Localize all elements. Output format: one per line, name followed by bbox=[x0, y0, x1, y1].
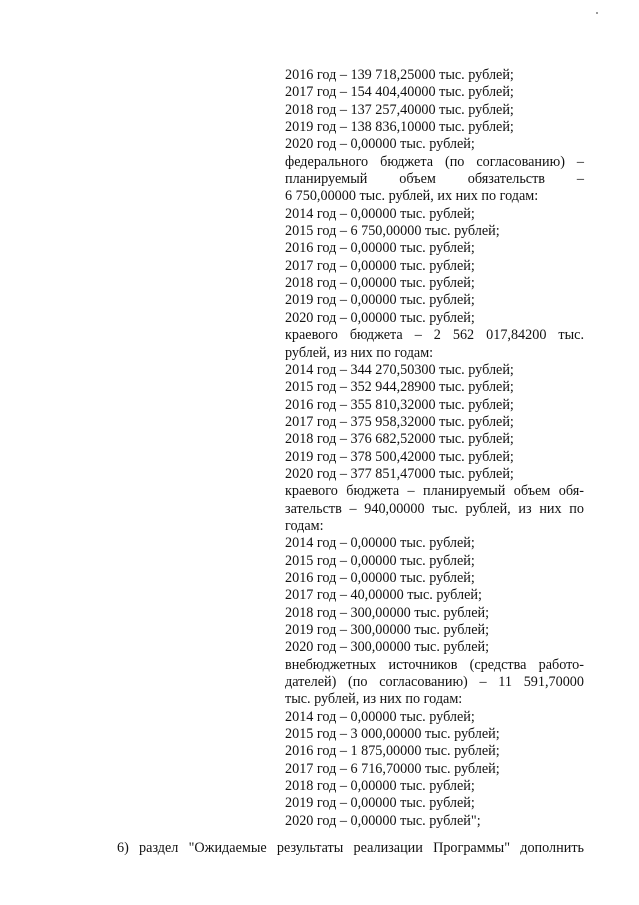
text-line: краевого бюджета – 2 562 017,84200 тыс. bbox=[285, 327, 584, 344]
text-line: федерального бюджета (по согласованию) – bbox=[285, 153, 584, 170]
text-line: 2019 год – 138 836,10000 тыс. рублей; bbox=[285, 119, 514, 136]
text-line: 2018 год – 0,00000 тыс. рублей; bbox=[285, 778, 475, 795]
text-line: 6 750,00000 тыс. рублей, их них по годам: bbox=[285, 188, 539, 205]
text-line: 2016 год – 355 810,32000 тыс. рублей; bbox=[285, 396, 514, 413]
text-line: 2020 год – 377 851,47000 тыс. рублей; bbox=[285, 465, 514, 482]
text-line: 2019 год – 0,00000 тыс. рублей; bbox=[285, 795, 475, 812]
text-line: тыс. рублей, из них по годам: bbox=[285, 691, 463, 708]
text-line: 2020 год – 0,00000 тыс. рублей"; bbox=[285, 812, 481, 829]
text-line: зательств – 940,00000 тыс. рублей, из них по bbox=[285, 500, 584, 517]
paragraph-start-line: 6) раздел "Ожидаемые результаты реализации Программы" дополнить bbox=[117, 840, 584, 856]
text-line: 2018 год – 300,00000 тыс. рублей; bbox=[285, 604, 490, 621]
text-line: 2017 год – 6 716,70000 тыс. рублей; bbox=[285, 760, 500, 777]
text-line: 2017 год – 0,00000 тыс. рублей; bbox=[285, 257, 475, 274]
text-line: краевого бюджета – планируемый объем обя- bbox=[285, 483, 584, 500]
text-line: 2014 год – 0,00000 тыс. рублей; bbox=[285, 205, 475, 222]
text-line: 2018 год – 0,00000 тыс. рублей; bbox=[285, 275, 475, 292]
text-line: 2020 год – 0,00000 тыс. рублей; bbox=[285, 309, 475, 326]
text-line: 2016 год – 139 718,25000 тыс. рублей; bbox=[285, 67, 514, 83]
text-line: 2017 год – 40,00000 тыс. рублей; bbox=[285, 587, 482, 604]
text-line: рублей, из них по годам: bbox=[285, 344, 434, 361]
text-line: 2019 год – 0,00000 тыс. рублей; bbox=[285, 292, 475, 309]
text-line: 2016 год – 0,00000 тыс. рублей; bbox=[285, 569, 475, 586]
text-line: 2015 год – 0,00000 тыс. рублей; bbox=[285, 552, 475, 569]
text-column bbox=[285, 67, 584, 830]
text-line: дателей) (по согласованию) – 11 591,70000 bbox=[285, 674, 584, 691]
text-line: 2017 год – 375 958,32000 тыс. рублей; bbox=[285, 413, 514, 430]
text-line: планируемый объем обязательств – bbox=[285, 171, 584, 188]
text-line: годам: bbox=[285, 517, 324, 534]
text-line: 2016 год – 0,00000 тыс. рублей; bbox=[285, 240, 475, 257]
text-line: 2016 год – 1 875,00000 тыс. рублей; bbox=[285, 743, 500, 760]
text-line: 2014 год – 0,00000 тыс. рублей; bbox=[285, 708, 475, 725]
text-line: 2018 год – 137 257,40000 тыс. рублей; bbox=[285, 101, 514, 118]
text-line: 2015 год – 6 750,00000 тыс. рублей; bbox=[285, 223, 500, 240]
text-line: 2015 год – 3 000,00000 тыс. рублей; bbox=[285, 726, 500, 743]
text-line: внебюджетных источников (средства работо- bbox=[285, 656, 584, 673]
text-line: 2018 год – 376 682,52000 тыс. рублей; bbox=[285, 431, 514, 448]
text-line: 2019 год – 300,00000 тыс. рублей; bbox=[285, 622, 490, 638]
text-line: 2014 год – 344 270,50300 тыс. рублей; bbox=[285, 361, 514, 378]
text-line: 2015 год – 352 944,28900 тыс. рублей; bbox=[285, 379, 514, 396]
scan-mark bbox=[596, 12, 598, 14]
text-line: 2020 год – 0,00000 тыс. рублей; bbox=[285, 136, 475, 153]
text-line: 2020 год – 300,00000 тыс. рублей; bbox=[285, 639, 490, 656]
text-line: 2019 год – 378 500,42000 тыс. рублей; bbox=[285, 448, 514, 465]
text-line: 2017 год – 154 404,40000 тыс. рублей; bbox=[285, 84, 514, 101]
text-line: 2014 год – 0,00000 тыс. рублей; bbox=[285, 535, 475, 552]
